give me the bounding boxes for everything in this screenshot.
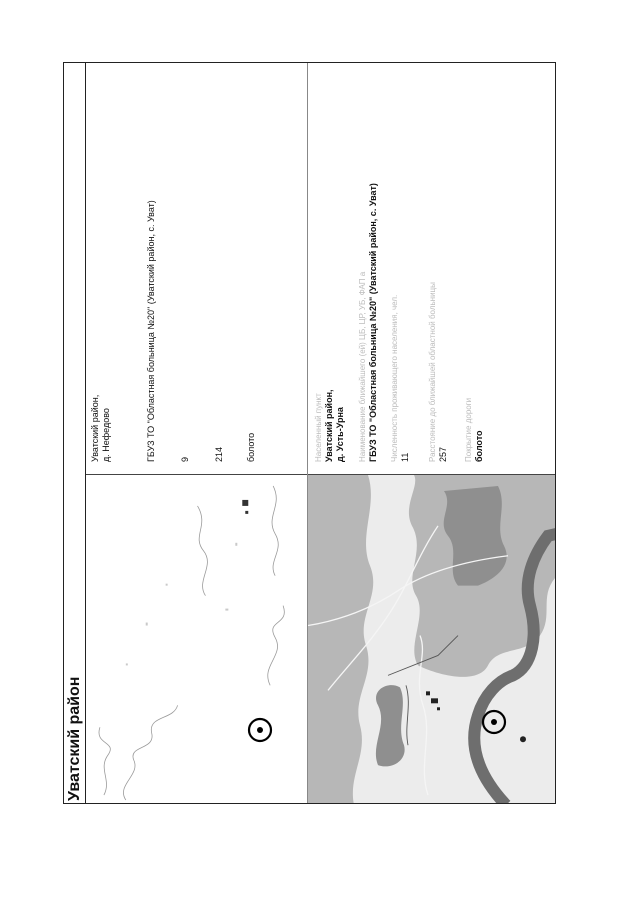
road-field — [464, 72, 485, 462]
location-target-icon — [249, 719, 271, 741]
settlement-district: Уватский район, — [90, 394, 100, 462]
settlement-field — [314, 72, 346, 462]
road-field — [246, 72, 257, 462]
population-value: 11 — [400, 452, 410, 462]
settlement-name: д. Усть-Урна — [335, 407, 345, 462]
facility-label: Наименование ближайшего (ей) ЦБ, ЦР, УБ, ФАП а — [358, 271, 367, 462]
document-sheet — [63, 62, 556, 804]
facility-field — [146, 72, 157, 462]
road-value: болото — [246, 432, 256, 462]
settlement-district: Уватский район, — [324, 389, 334, 462]
record-row-1 — [86, 63, 308, 804]
map-image-2 — [308, 474, 556, 804]
rotated-page — [64, 63, 556, 804]
record-row-2 — [308, 63, 556, 804]
location-target-icon — [483, 711, 505, 733]
facility-value: ГБУЗ ТО "Областная больница №20" (Уватский район, с. Уват) — [146, 200, 156, 462]
road-value: болото — [474, 430, 484, 462]
facility-field — [358, 72, 379, 462]
population-field — [180, 72, 191, 462]
distance-field — [214, 72, 225, 462]
record-info-1 — [86, 68, 307, 468]
population-field — [390, 72, 411, 462]
distance-field — [428, 72, 449, 462]
settlement-name: д. Нефедово — [101, 408, 111, 462]
settlement-field — [90, 72, 112, 462]
settlement-label: Населенный пункт — [314, 393, 323, 462]
facility-value: ГБУЗ ТО "Областная больница №20" (Уватский район, с. Уват) — [368, 183, 378, 462]
distance-label: Расстояние до ближайшей областной больницы — [428, 282, 437, 462]
road-label: Покрытие дороги — [464, 397, 473, 462]
population-label: Численность проживающего населения, чел. — [390, 294, 399, 462]
record-info-2 — [308, 68, 556, 468]
distance-value: 214 — [214, 446, 224, 462]
map-image-1 — [86, 474, 307, 804]
distance-value: 257 — [438, 446, 448, 462]
page-title: Уватский район — [64, 63, 86, 804]
population-value: 9 — [180, 456, 190, 462]
